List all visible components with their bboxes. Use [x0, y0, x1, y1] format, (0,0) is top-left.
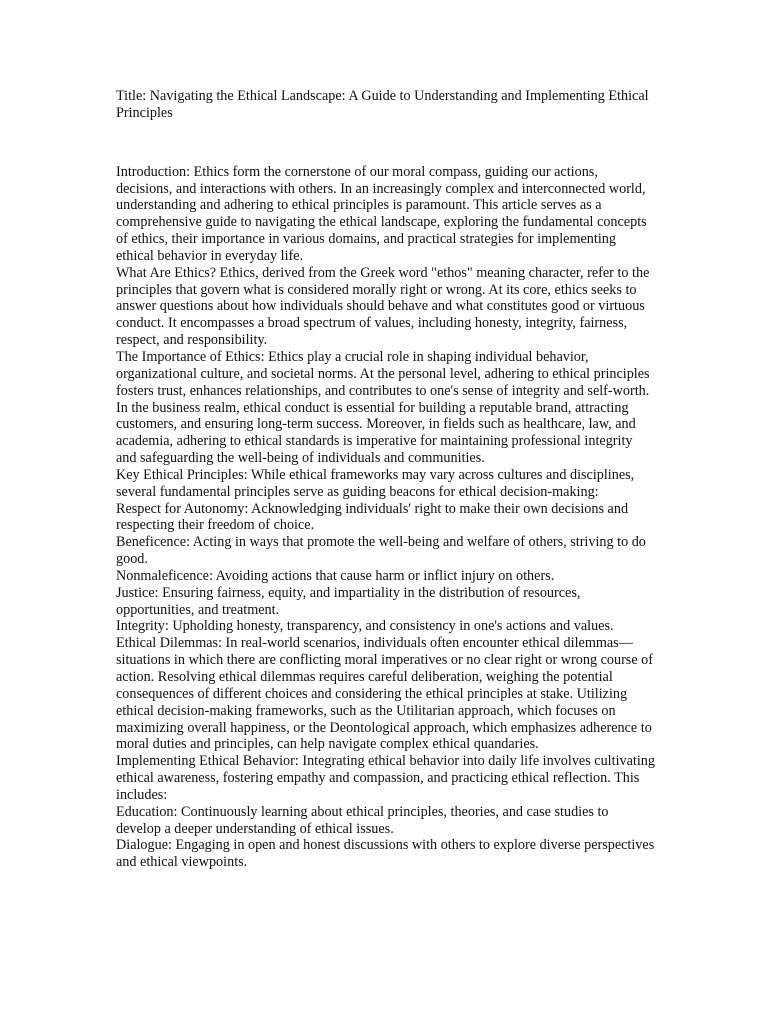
paragraph-introduction: Introduction: Ethics form the cornerstone of our moral compass, guiding our actions, decisions, and interactions with others. In an increasingly complex and interconnected world, understanding and adhering to ethical principles is paramount. This article serves as a comprehensive guide to navigating the ethical landscape, exploring the fundamental concepts of ethics, their importance in various domains, and practical strategies for implementing ethical behavior in everyday life. — [116, 163, 647, 264]
paragraph-implementing-ethical-behavior: Implementing Ethical Behavior: Integrating ethical behavior into daily life involves cultivating ethical awareness, fostering empathy and compassion, and practicing ethical reflection. This includes: — [116, 753, 655, 803]
paragraph-justice: Justice: Ensuring fairness, equity, and impartiality in the distribution of resources, opportunities, and treatment. — [116, 584, 581, 618]
paragraph-dialogue: Dialogue: Engaging in open and honest discussions with others to explore diverse perspectives and ethical viewpoints. — [116, 837, 655, 871]
paragraph-nonmaleficence: Nonmaleficence: Avoiding actions that cause harm or inflict injury on others. — [116, 567, 555, 584]
paragraph-integrity: Integrity: Upholding honesty, transparency, and consistency in one's actions and values. — [116, 618, 614, 635]
paragraph-what-are-ethics: What Are Ethics? Ethics, derived from the Greek word "ethos" meaning character, refer to the principles that govern what is considered morally right or wrong. At its core, ethics seeks to answer questions about how individuals should behave and what constitutes good or virtuous conduct. It encompasses a broad spectrum of values, including honesty, integrity, fairness, respect, and responsibility. — [116, 264, 650, 349]
paragraph-respect-for-autonomy: Respect for Autonomy: Acknowledging individuals' right to make their own decisions and respecting their freedom of choice. — [116, 500, 629, 534]
document-body — [116, 88, 656, 871]
paragraph-key-ethical-principles: Key Ethical Principles: While ethical frameworks may vary across cultures and disciplines, several fundamental principles serve as guiding beacons for ethical decision-making: — [116, 466, 635, 500]
paragraph-beneficence: Beneficence: Acting in ways that promote the well-being and welfare of others, striving to do good. — [116, 534, 646, 568]
paragraph-ethical-dilemmas: Ethical Dilemmas: In real-world scenarios, individuals often encounter ethical dilemmas—situations in which there are conflicting moral imperatives or no clear right or wrong course of action. Resolving ethical dilemmas requires careful deliberation, weighing the potential consequences of different choices and considering the ethical principles at stake. Utilizing ethical decision-making frameworks, such as the Utilitarian approach, which focuses on maximizing overall happiness, or the Deontological approach, which emphasizes adherence to moral duties and principles, can help navigate complex ethical quandaries. — [116, 635, 653, 753]
paragraph-importance-of-ethics: The Importance of Ethics: Ethics play a crucial role in shaping individual behavior, organizational culture, and societal norms. At the personal level, adhering to ethical principles fosters trust, enhances relationships, and contributes to one's sense of integrity and self-worth. In the business realm, ethical conduct is essential for building a reputable brand, attracting customers, and ensuring long-term success. Moreover, in fields such as healthcare, law, and academia, adhering to ethical standards is imperative for maintaining professional integrity and safeguarding the well-being of individuals and communities. — [116, 348, 650, 467]
document-title: Title: Navigating the Ethical Landscape: A Guide to Understanding and Implementing Ethical Principles — [116, 88, 649, 121]
paragraph-education: Education: Continuously learning about ethical principles, theories, and case studies to develop a deeper understanding of ethical issues. — [116, 803, 609, 837]
